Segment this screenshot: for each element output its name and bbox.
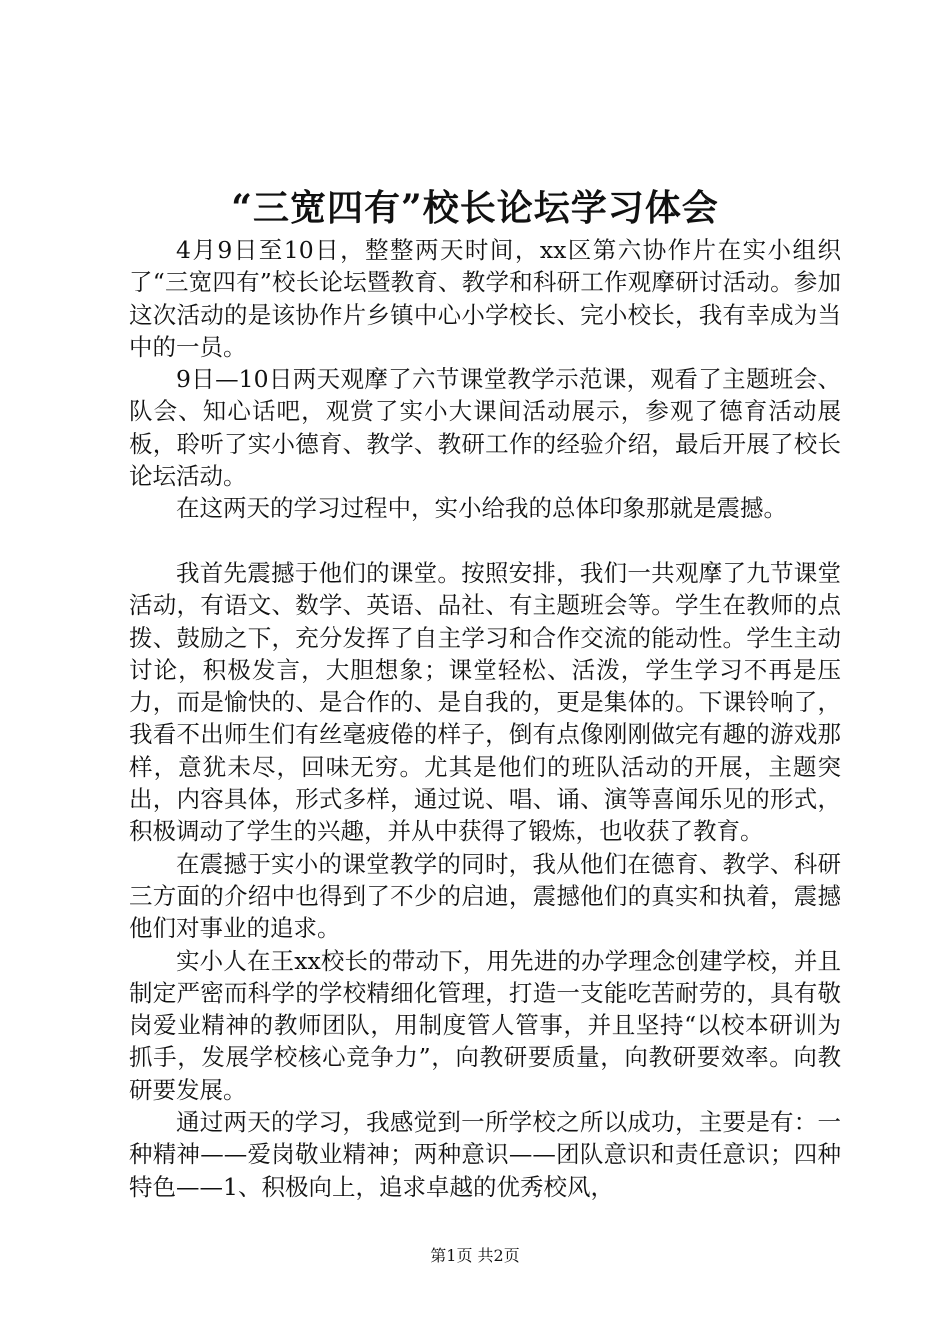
paragraph-spacer (129, 525, 841, 557)
paragraph-6: 实小人在王xx校长的带动下，用先进的办学理念创建学校，并且制定严密而科学的学校精细化管理，打造一支能吃苦耐劳的，具有敬岗爱业精神的教师团队，用制度管人管事，并且坚持“以校本研训为抓手，发展学校核心竞争力”，向教研要质量，向教研要效率。向教研要发展。 (129, 946, 841, 1104)
document-title: “三宽四有”校长论坛学习体会 (231, 187, 719, 229)
paragraph-1: 4月9日至10日，整整两天时间，xx区第六协作片在实小组织了“三宽四有”校长论坛暨教育、教学和科研工作观摩研讨活动。参加这次活动的是该协作片乡镇中心小学校长、完小校长，我有幸成为当中的一员。 (129, 236, 841, 361)
document-body (129, 234, 841, 1203)
paragraph-4: 我首先震撼于他们的课堂。按照安排，我们一共观摩了九节课堂活动，有语文、数学、英语、品社、有主题班会等。学生在教师的点拨、鼓励之下，充分发挥了自主学习和合作交流的能动性。学生主动讨论，积极发言，大胆想象；课堂轻松、活泼，学生学习不再是压力，而是愉快的、是合作的、是自我的，更是集体的。下课铃响了，我看不出师生们有丝毫疲倦的样子，倒有点像刚刚做完有趣的游戏那样，意犹未尽，回味无穷。尤其是他们的班队活动的开展，主题突出，内容具体，形式多样，通过说、唱、诵、演等喜闻乐见的形式，积极调动了学生的兴趣，并从中获得了锻炼，也收获了教育。 (129, 558, 841, 846)
paragraph-3: 在这两天的学习过程中，实小给我的总体印象那就是震撼。 (176, 494, 787, 523)
paragraph-5: 在震撼于实小的课堂教学的同时，我从他们在德育、教学、科研三方面的介绍中也得到了不少的启迪，震撼他们的真实和执着，震撼他们对事业的追求。 (129, 849, 841, 943)
paragraph-7: 通过两天的学习，我感觉到一所学校之所以成功，主要是有：一种精神——爱岗敬业精神；两种意识——团队意识和责任意识；四种特色——1、积极向上，追求卓越的优秀校风， (129, 1108, 841, 1201)
paragraph-2: 9日—10日两天观摩了六节课堂教学示范课，观看了主题班会、队会、知心话吧，观赏了实小大课间活动展示，参观了德育活动展板，聆听了实小德育、教学、教研工作的经验介绍，最后开展了校长论坛活动。 (129, 365, 841, 491)
page-footer: 第1页 共2页 (430, 1246, 520, 1265)
